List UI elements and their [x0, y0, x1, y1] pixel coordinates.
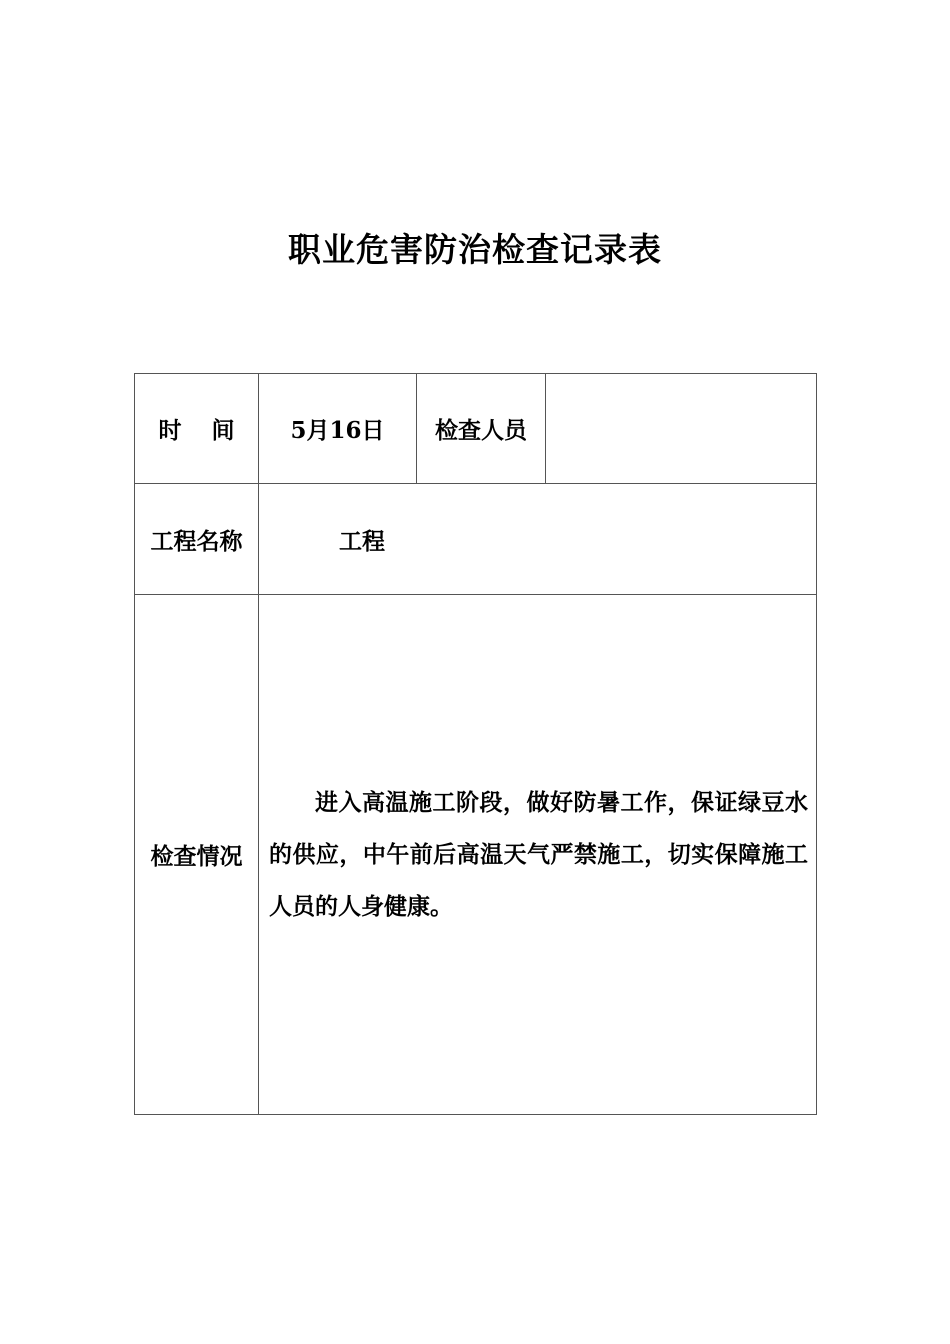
inspection-label: 检查情况 [150, 843, 243, 870]
inspection-label-cell [135, 595, 259, 1115]
inspection-row [135, 595, 817, 1115]
inspection-content: 进入高温施工阶段，做好防暑工作，保证绿豆水的供应，中午前后高温天气严禁施工，切实保障施工人员的人身健康。 [269, 788, 808, 920]
project-label: 工程名称 [150, 527, 243, 555]
inspector-label-cell [417, 374, 546, 484]
time-label-left: 时 [158, 417, 182, 444]
project-row [135, 484, 817, 595]
project-value-cell [259, 484, 817, 595]
time-label-cell [135, 374, 259, 484]
inspector-value-cell [546, 374, 817, 484]
document-title: 职业危害防治检查记录表 [288, 230, 662, 269]
project-value: 工程 [339, 527, 385, 555]
time-value-cell [259, 374, 417, 484]
time-value: 5月16日 [290, 417, 385, 444]
project-label-cell [135, 484, 259, 595]
inspector-label: 检查人员 [435, 417, 527, 444]
inspection-content-cell [259, 595, 817, 1115]
inspection-record-table [134, 373, 817, 1115]
time-row [135, 374, 817, 484]
time-label-right: 间 [211, 417, 235, 444]
